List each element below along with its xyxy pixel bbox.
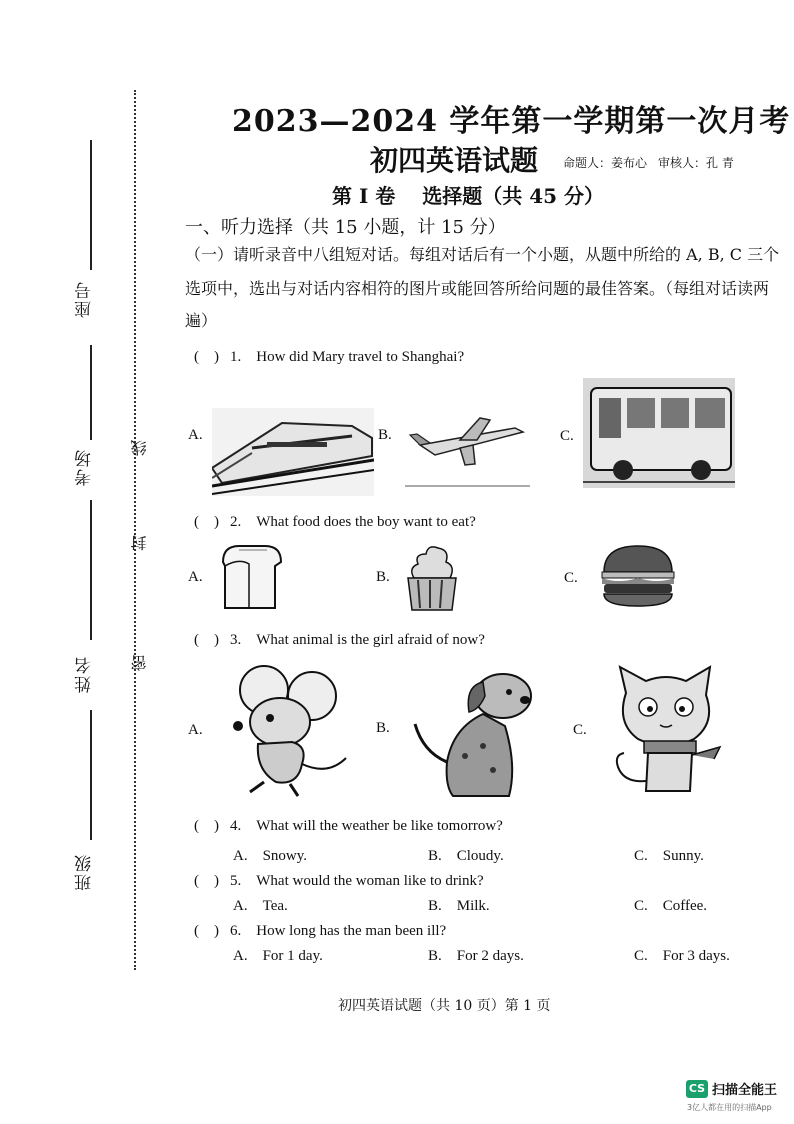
bus-image[interactable] (583, 378, 735, 488)
q2-label-c: C. (564, 570, 578, 586)
q1-label-b: B. (378, 427, 392, 443)
question-5: 5. What would the woman like to drink? (230, 873, 484, 889)
question-4: 4. What will the weather be like tomorrow? (230, 818, 503, 834)
q3-label-a: A. (188, 722, 203, 738)
reviewer: 审核人：孔 青 (658, 156, 734, 170)
camscanner-logo-icon: CS (686, 1080, 708, 1098)
watermark-name: 扫描全能王 (712, 1083, 778, 1098)
section-heading: 一、听力选择（共 15 小题，计 15 分） (185, 217, 506, 238)
answer-blank-6[interactable]: ( ) (194, 923, 219, 939)
answer-blank-3[interactable]: ( ) (194, 632, 219, 648)
answer-blank-2[interactable]: ( ) (194, 514, 219, 530)
q4-option-b[interactable]: B. Cloudy. (428, 848, 504, 864)
answer-blank-5[interactable]: ( ) (194, 873, 219, 889)
cat-image[interactable] (610, 663, 722, 801)
plane-image[interactable] (405, 410, 530, 490)
question-6: 6. How long has the man been ill? (230, 923, 447, 939)
instruction-line-3: 遍） (185, 311, 218, 330)
q2-label-a: A. (188, 569, 203, 585)
q3-label-b: B. (376, 720, 390, 736)
exam-room-label: 考场 (75, 448, 95, 486)
author: 命题人：姜布心 (563, 156, 648, 170)
q1-label-a: A. (188, 427, 203, 443)
seal-char: 封 (130, 535, 149, 551)
q2-label-b: B. (376, 569, 390, 585)
instruction-line-1: （一）请听录音中八组短对话。每组对话后有一个小题，从题中所给的 A, B, C 三个 (185, 245, 780, 264)
mouse-image[interactable] (228, 660, 350, 800)
q5-option-c[interactable]: C. Coffee. (634, 898, 708, 914)
seat-label: 座号 (75, 280, 95, 318)
q1-label-c: C. (560, 428, 574, 444)
exam-room-line-bottom (90, 500, 92, 640)
exam-subtitle: 初四英语试题 (370, 144, 539, 177)
q6-option-c[interactable]: C. For 3 days. (634, 948, 730, 964)
watermark-tagline: 3亿人都在用的扫描App (687, 1103, 772, 1112)
q6-option-a[interactable]: A. For 1 day. (233, 948, 323, 964)
cupcake-image[interactable] (400, 540, 464, 612)
dog-image[interactable] (413, 666, 535, 802)
name-line (90, 710, 92, 840)
instruction-line-2: 选项中，选出与对话内容相符的图片或能回答所给问题的最佳答案。（每组对话读两 (185, 279, 770, 298)
question-3: 3. What animal is the girl afraid of now? (230, 632, 485, 648)
bread-image[interactable] (215, 540, 285, 612)
name-label: 姓名 (75, 655, 95, 693)
exam-title: 2023—2024 学年第一学期第一次月考 (232, 104, 791, 139)
class-label: 班级 (75, 853, 95, 891)
seat-line (90, 140, 92, 270)
volume-heading: 第 I 卷 选择题（共 45 分） (332, 184, 605, 208)
question-2: 2. What food does the boy want to eat? (230, 514, 476, 530)
q6-option-b[interactable]: B. For 2 days. (428, 948, 524, 964)
answer-blank-1[interactable]: ( ) (194, 349, 219, 365)
question-1: 1. How did Mary travel to Shanghai? (230, 349, 465, 365)
train-image[interactable] (212, 408, 374, 496)
q5-option-b[interactable]: B. Milk. (428, 898, 490, 914)
q4-option-a[interactable]: A. Snowy. (233, 848, 308, 864)
seal-line-char: 线 (130, 440, 149, 456)
hamburger-image[interactable] (598, 542, 678, 608)
q3-label-c: C. (573, 722, 587, 738)
page-footer: 初四英语试题（共 10 页）第 1 页 (338, 998, 551, 1014)
q5-option-a[interactable]: A. Tea. (233, 898, 288, 914)
secret-char: 密 (130, 655, 149, 671)
answer-blank-4[interactable]: ( ) (194, 818, 219, 834)
seal-dotted-line (134, 90, 136, 970)
q4-option-c[interactable]: C. Sunny. (634, 848, 704, 864)
exam-room-line-top (90, 345, 92, 440)
